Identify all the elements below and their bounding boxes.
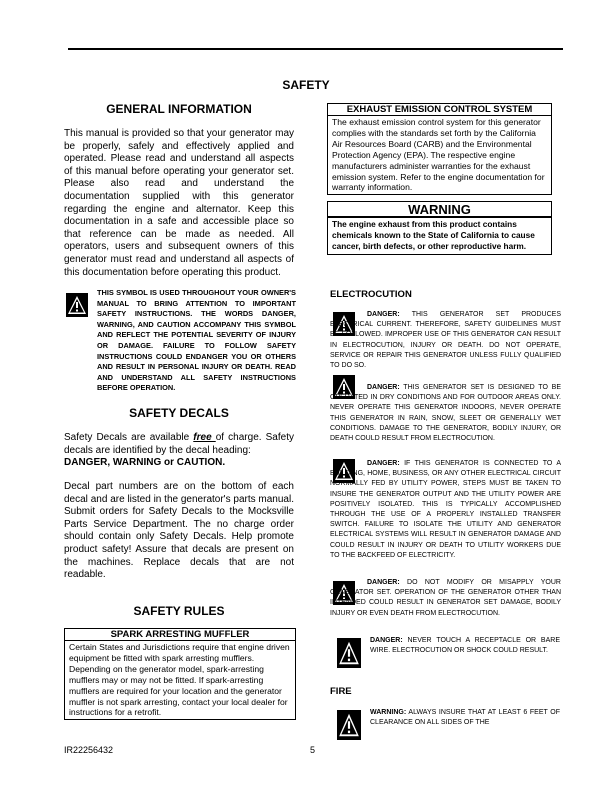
safety-decals-p1 bbox=[64, 432, 294, 470]
decals-p1-post: of charge. Safety decals are identified by the decal heading: bbox=[64, 432, 294, 456]
page-title: SAFETY bbox=[282, 78, 330, 92]
warning-triangle-icon bbox=[337, 638, 361, 668]
warning-text: ALWAYS INSURE THAT AT LEAST 6 FEET OF CLEARANCE ON ALL SIDES OF THE bbox=[370, 709, 560, 727]
decals-p1-free: free bbox=[193, 432, 216, 443]
top-rule bbox=[68, 48, 563, 50]
symbol-note-text bbox=[97, 288, 296, 394]
emission-body: The exhaust emission control system for this generator complies with the standards set forth by the California Air Resources Board (CARB) and the Environmental Protection Agency (EPA). The respective engine manufacturers administer warranties for the exhaust emission system. Refer to the engine documentation for warranty information. bbox=[327, 116, 552, 195]
emission-heading: EXHAUST EMISSION CONTROL SYSTEM bbox=[327, 103, 552, 116]
danger-label: DANGER: bbox=[367, 311, 400, 318]
electrocution-danger-3 bbox=[330, 459, 561, 561]
symbol-note-body: THIS SYMBOL IS USED THROUGHOUT YOUR OWNER'S MANUAL TO BRING ATTENTION TO IMPORTANT SAFETY INSTRUCTIONS. THE WORDS DANGER, WARNING, AND CAUTION ACCOMPANY THIS SYMBOL AND REFLECT THE POTENTIAL SEVERITY OF INJURY OR DAMAGE. FAILURE TO FOLLOW SAFETY INSTRUCTIONS COULD ENDANGER YOU OR OTHERS AND RESULT IN PERSONAL INJURY OR DEATH. READ AND UNDERSTAND ALL SAFETY INSTRUCTIONS BEFORE OPERATION. bbox=[97, 288, 296, 393]
warning-triangle-icon bbox=[337, 710, 361, 740]
danger-label: DANGER: bbox=[370, 637, 403, 644]
safety-decals-heading: SAFETY DECALS bbox=[129, 406, 229, 420]
general-info-body: This manual is provided so that your generator may be properly, safely and effectively applied and operated. Please read and understand all aspects of this manual before operating your generator set. Please also read and understand the documentation supplied with this generator regarding the engine and alternator. Keep this documentation in a safe and accessible place so that reference can be made as needed. All operators, users and subsequent owners of this generator must read and understand all aspects of this documentation before operating this product. bbox=[64, 128, 294, 278]
danger-text: DO NOT MODIFY OR MISAPPLY YOUR GENERATOR SET. OPERATION OF THE GENERATOR OTHER THAN INTENDED COULD RESULT IN GENERATOR SET DAMAGE, BODILY INJURY OR EVEN DEATH FROM ELECTROCUTION. bbox=[330, 579, 561, 617]
danger-label: DANGER: bbox=[367, 579, 400, 586]
general-info-heading: GENERAL INFORMATION bbox=[106, 102, 252, 116]
electrocution-heading: ELECTROCUTION bbox=[330, 289, 412, 300]
warning-triangle-icon bbox=[66, 293, 88, 317]
doc-number: IR22256432 bbox=[64, 745, 114, 755]
decals-p1-bold: DANGER, WARNING or CAUTION. bbox=[64, 457, 226, 469]
page-number: 5 bbox=[310, 745, 316, 755]
danger-text: NEVER TOUCH A RECEPTACLE OR BARE WIRE. ELECTROCUTION OR SHOCK COULD RESULT. bbox=[370, 637, 560, 655]
safety-decals-p2: Decal part numbers are on the bottom of each decal and are listed in the generator's parts manual. Submit orders for Safety Decals to the Mocksville Parts Service Department. The no charge order should contain only Safety Decals. Help promote product safety! Assure that decals are present on the machines. Replace decals that are not readable. bbox=[64, 481, 294, 581]
decals-p1-pre: Safety Decals are available bbox=[64, 432, 194, 443]
spark-arresting-body: Certain States and Jurisdictions require that engine driven equipment be fitted with spark arresting mufflers. Depending on the generator model, spark-arresting mufflers may or may not be fitted. If spark-arresting mufflers are required for your location and the generator muffler is not spark arresting, contact your local dealer for instructions for a retrofit. bbox=[64, 641, 296, 720]
electrocution-danger-1 bbox=[330, 310, 561, 371]
electrocution-danger-4 bbox=[330, 578, 561, 619]
danger-text: IF THIS GENERATOR IS CONNECTED TO A BUILDING, HOME, BUSINESS, OR ANY OTHER ELECTRICAL CIRCUIT NORMALLY FED BY UTILITY POWER, STEPS MUST BE TAKEN TO INSURE THE GENERATOR OUTPUT AND THE UTILITY POWER ARE POSITIVELY ISOLATED. THIS IS TYPICALLY ACCOMPLISHED THROUGH THE USE OF A PROPERLY INSTALLED TRANSFER SWITCH. FAILURE TO ISOLATE THE UTILITY AND GENERATOR ELECTRICAL SYSTEMS WILL RESULT IN GENERATOR DAMAGE AND COULD RESULT IN INJURY OR DEATH TO UTILITY WORKERS DUE TO THE BACKFEED OF ELECTRICITY. bbox=[330, 460, 561, 559]
danger-label: DANGER: bbox=[367, 460, 400, 467]
danger-label: DANGER: bbox=[367, 384, 400, 391]
warning-label: WARNING: bbox=[370, 709, 407, 716]
danger-text: THIS GENERATOR SET IS DESIGNED TO BE OPERATED IN DRY CONDITIONS AND FOR OUTDOOR AREAS ONLY. NEVER OPERATE THIS GENERATOR INDOORS, NEVER OPERATE THIS GENERATOR IN RAIN, SNOW, SLEET OR GENERALLY WET CONDITIONS. DAMAGE TO THE GENERATOR, BODILY INJURY, OR DEATH COULD RESULT FROM ELECTROCUTION. bbox=[330, 384, 561, 443]
danger-text: THIS GENERATOR SET PRODUCES ELECTRICAL CURRENT. THEREFORE, SAFETY GUIDELINES MUST BE FOLLOWED. IMPROPER USE OF THIS GENERATOR CAN RESULT IN ELECTROCUTION, INJURY OR DEATH. DO NOT OPERATE, SERVICE OR REPAIR THIS GENERATOR UNLESS FULLY QUALIFIED TO DO SO. bbox=[330, 311, 561, 370]
electrocution-danger-5 bbox=[370, 636, 560, 656]
electrocution-danger-2 bbox=[330, 383, 561, 444]
fire-heading: FIRE bbox=[330, 686, 352, 697]
fire-warning bbox=[370, 708, 560, 728]
warning-body: The engine exhaust from this product contains chemicals known to the State of California to cause cancer, birth defects, or other reproductive harm. bbox=[327, 216, 552, 255]
safety-rules-heading: SAFETY RULES bbox=[133, 604, 225, 618]
spark-arresting-heading: SPARK ARRESTING MUFFLER bbox=[64, 628, 296, 641]
warning-heading: WARNING bbox=[327, 201, 552, 217]
